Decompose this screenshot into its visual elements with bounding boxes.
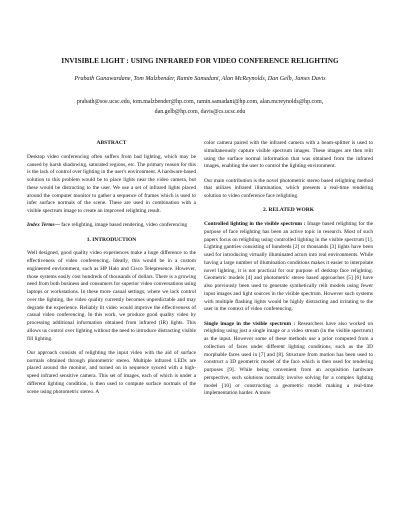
abstract-text: Desktop video conferencing often suffers from bad lighting, which may be caused by harsh shadowing, saturated regions, etc. The primary reason for this is the lack of control over lighting in the user's environment. A hardware-based solution to this problem would be to place lights near the video camera, but these would be distracting to the user. We use a set of infrared lights placed around the computer monitor to gather a sequence of frames which is used to infer surface normals of the scene. These are used in combination with a visible spectrum image to create an improved relighting result. [27,153,196,214]
related-text-1: Image based relighting for the purpose of face relighting has been an active topic in research. Most of such papers focus on relighting using controlled lighting in the visible spectrum [1]. Lighting gantries consisting of hundreds [2] or thousands [3] lights have been used for introducing virtually illuminated actors into real environments. While having a large number of illumination conditions makes it easier to interpolate novel lighting, it is not practical for our purpose of desktop face relighting. Geometric models [4] and photometric stereo based approaches [5] [6] have also previously been used to generate synthetically relit models using fewer input images and light sources in the visible spectrum. However such systems with multiple flashing lights would be highly distracting and irritating to the user in the context of video conferencing. [204,221,373,313]
index-terms-text: face relighting, image based rendering, video conferencing [59,222,188,229]
email-line-2: dan.gelb@hp.com, davis@cs.ucsc.edu [154,109,246,115]
intro-paragraph-2: Our approach consists of relighting the input video with the aid of surface normals obtained through photometric stereo. Multiple infrared LEDs are placed around the monitor, and turned on in sequence synced with a high-speed infrared sensitive camera. This set of images, each of which is under a different lighting condition, is then used to compute surface normals of the scene using photometric stereo. A [27,349,196,395]
introduction-heading: 1. INTRODUCTION [86,236,137,243]
intro-paragraph-4: Our main contribution is the novel photometric stereo based relighting method that utilizes infrared illumination, which presents a real-time rendering solution to video conference face relighting. [204,177,373,199]
index-terms [27,222,196,230]
author-list: Prabath Gunawardane, Tom Malzbender, Ramin Samadani, Alan McReynolds, Dan Gelb, James Davis [74,76,326,82]
related-subheading-1: Controlled lighting in the visible spectrum : [204,221,306,227]
email-line-1: prabath@soe.ucsc.edu, tom.malzbender@hp.com, ramin.samadani@hp.com, alan.mcreynolds@hp.com, [76,99,324,105]
related-text-2: Researchers have also worked on relighting using just a single image or a video stream (in the visible spectrum) as the input. However some of these methods use a prior computed from a collection of faces under different lighting conditions, such as the 3D morphable faces used in [7] and [8]. Structure from motion has been used to construct a 3D geometric model of the face which is then used for rendering purposes [9]. While being convenient from an acquisition hardware perspective, such solutions normally involve solving for a complex lighting model [10] or constructing a geometric model making a real-time implementation harder. A more [204,320,374,397]
author-emails [30,97,370,117]
left-column [27,140,196,403]
index-terms-label: Index Terms— [27,222,60,229]
related-work-heading: 2. RELATED WORK [263,207,314,214]
right-column [204,140,373,405]
related-paragraph-1 [204,221,373,314]
intro-paragraph-1: Well designed, good quality video experiences make a huge difference to the effectiveness of video conferencing. Ideally, this would be in a custom engineered environment, such as HP Halo and Cisco Telepresence. However, those systems easily cost hundreds of thousands of dollars. There is a growing need from both business and consumers for superior video conversations using laptops or workstations. In these more casual settings, where we lack control over the lighting, the video quality currently becomes unpredictable and may degrade the experience. Reliably lit video would improve the effectiveness of casual video conferencing. In this work, we produce good quality video by processing additional information obtained from infrared (IR) lights. This allows us control over lighting without the need to introduce distracting visible fill lighting. [27,250,196,342]
paper-title: INVISIBLE LIGHT : USING INFRARED FOR VIDEO CONFERENCE RELIGHTING [61,57,339,65]
related-paragraph-2 [204,321,373,399]
intro-paragraph-3: color camera paired with the infrared camera with a beam-splitter is used to simultaneously capture visible spectrum images. These images are then relit using the surface normal information that was obtained from the infrared images, enabling the user to control the lighting environment. [204,140,373,170]
related-subheading-2: Single image in the visible spectrum : [204,320,296,327]
abstract-heading: ABSTRACT [96,140,127,146]
